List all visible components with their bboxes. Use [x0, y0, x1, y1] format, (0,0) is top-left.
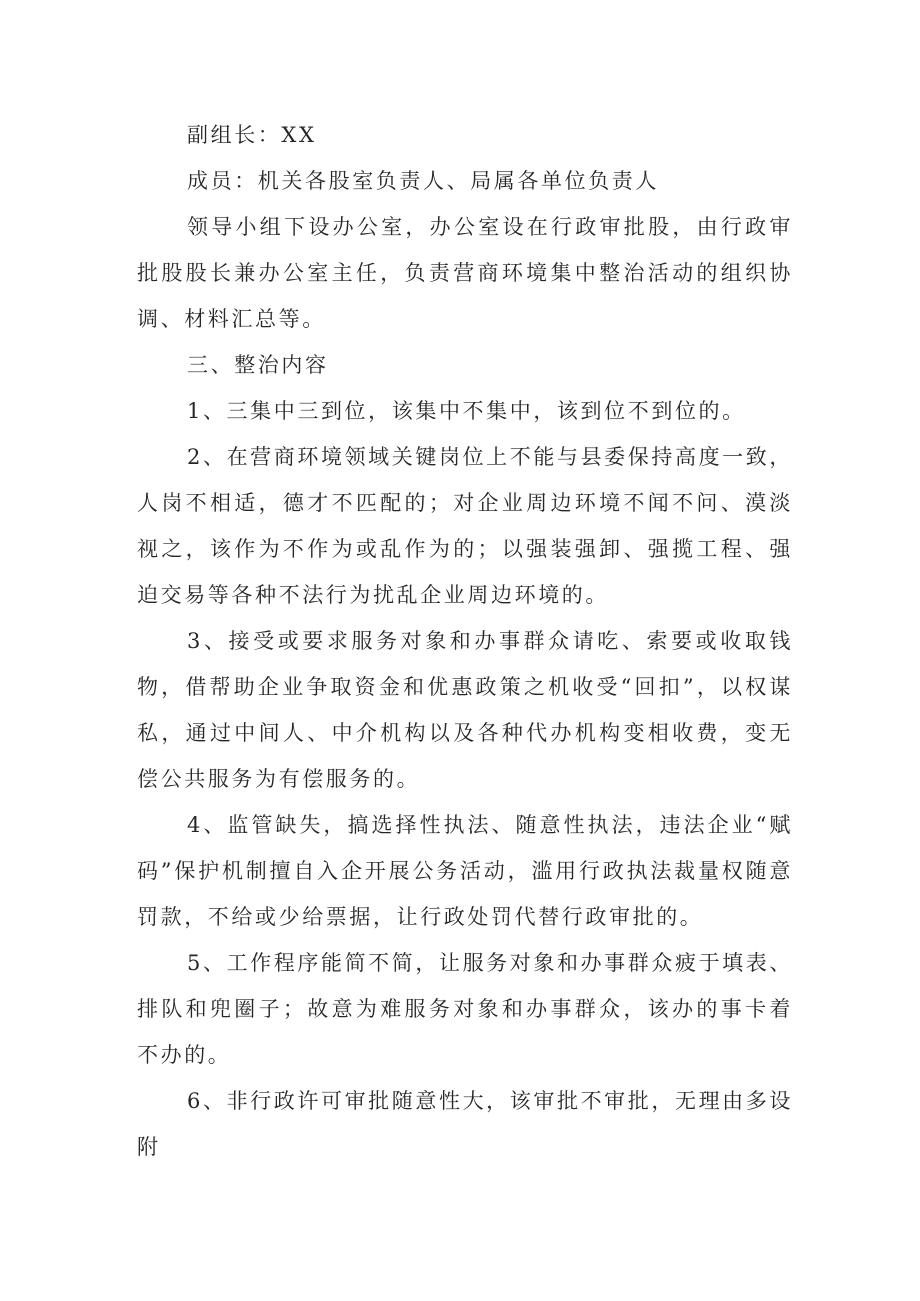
- deputy-leader-line: 副组长：XX: [187, 123, 317, 147]
- item-2-paragraph: 2、在营商环境领域关键岗位上不能与县委保持高度一致，人岗不相适，德才不匹配的；对企业周边环境不闻不问、漠淡视之，该作为不作为或乱作为的；以强装强卸、强揽工程、强迫交易等各种不法行为扰乱企业周边环境的。: [137, 445, 793, 607]
- item-1-paragraph: 1、三集中三到位，该集中不集中，该到位不到位的。: [187, 399, 746, 423]
- item-5-paragraph: 5、工作程序能简不简，让服务对象和办事群众疲于填表、排队和兜圈子；故意为难服务对象和办事群众，该办的事卡着不办的。: [137, 951, 793, 1067]
- item-4-paragraph: 4、监管缺失，搞选择性执法、随意性执法，违法企业“赋码”保护机制擅自入企开展公务活动，滥用行政执法裁量权随意罚款，不给或少给票据，让行政处罚代替行政审批的。: [137, 813, 793, 929]
- section-heading-rectification-content: 三、整治内容: [187, 353, 329, 377]
- document-body: [137, 112, 793, 1170]
- item-6-paragraph: 6、非行政许可审批随意性大，该审批不审批，无理由多设附: [137, 1089, 793, 1159]
- item-3-paragraph: 3、接受或要求服务对象和办事群众请吃、索要或收取钱物，借帮助企业争取资金和优惠政策之机收受“回扣”，以权谋私，通过中间人、中介机构以及各种代办机构变相收费，变无偿公共服务为有偿服务的。: [137, 629, 793, 791]
- members-line: 成员：机关各股室负责人、局属各单位负责人: [187, 169, 659, 193]
- office-paragraph: 领导小组下设办公室，办公室设在行政审批股，由行政审批股股长兼办公室主任，负责营商环境集中整治活动的组织协调、材料汇总等。: [137, 215, 793, 331]
